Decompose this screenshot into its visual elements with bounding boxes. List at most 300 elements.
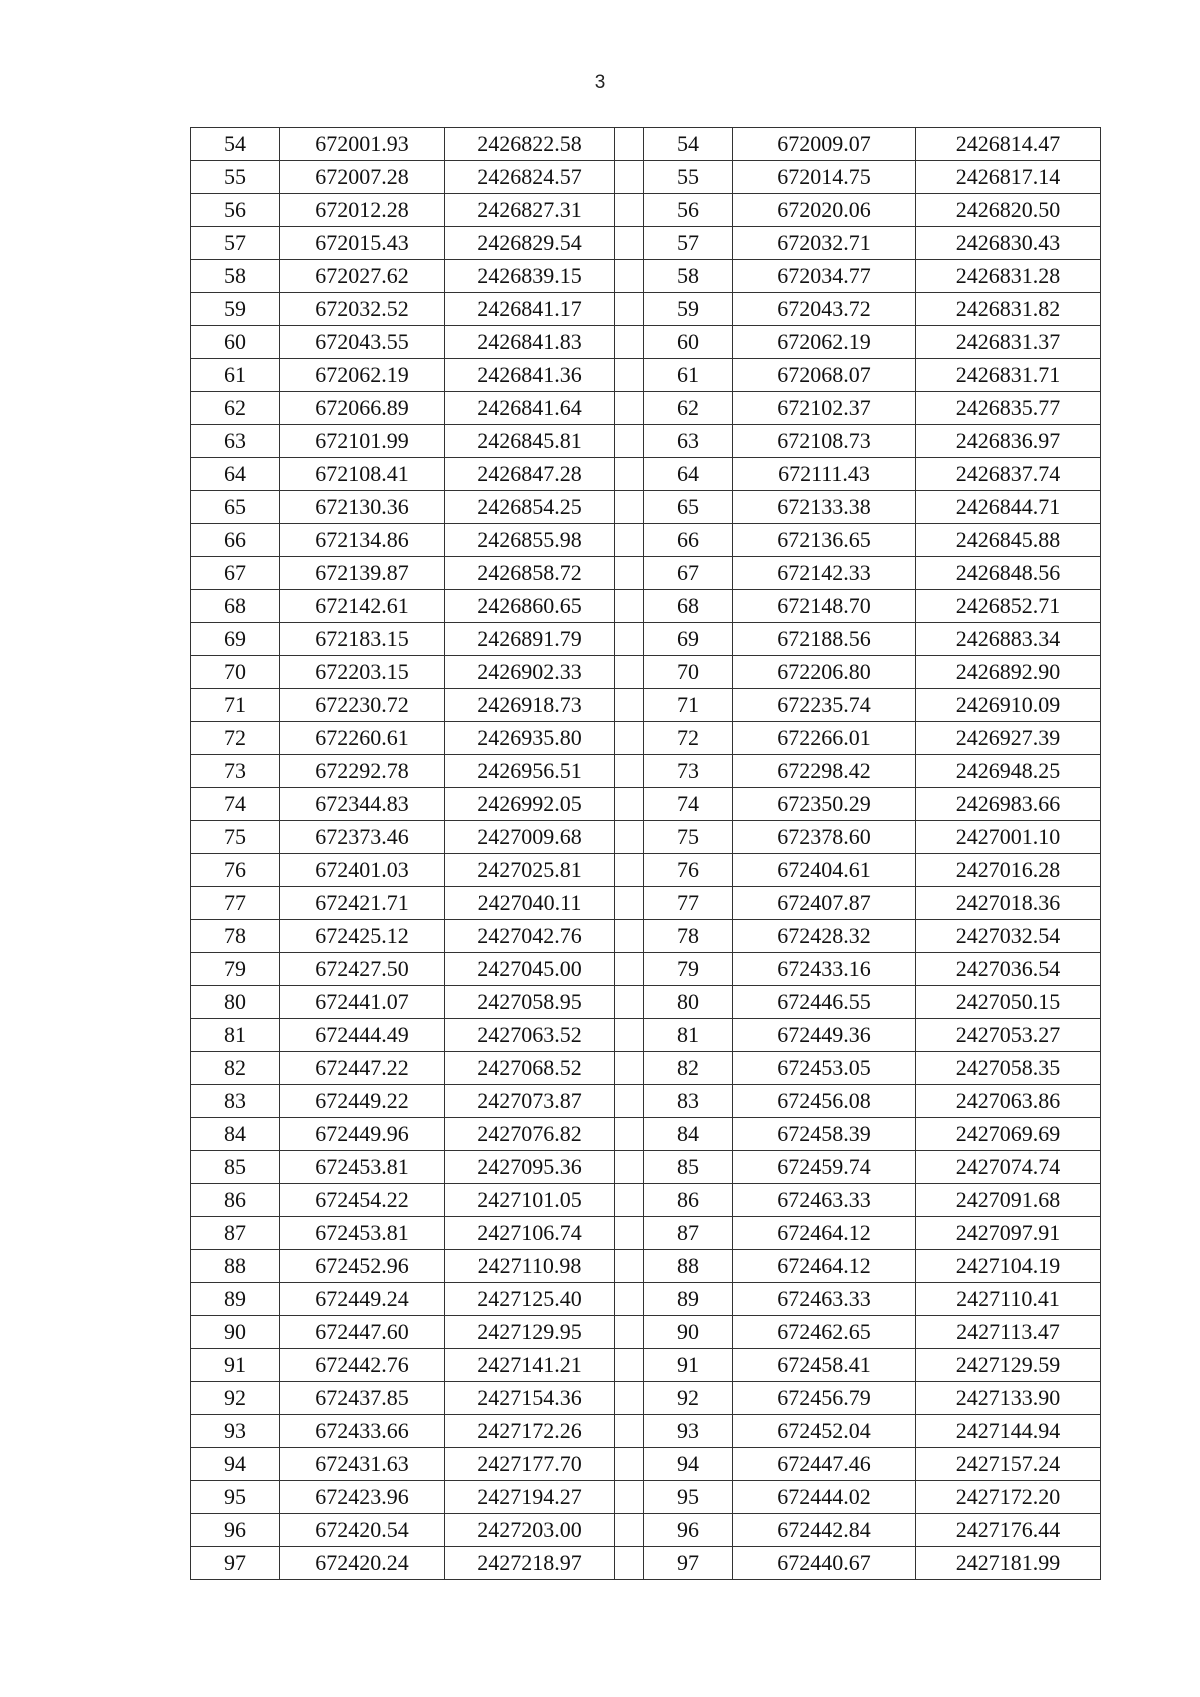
table-row	[191, 458, 1101, 491]
separator-cell	[615, 1448, 644, 1481]
left-y-coordinate-cell: 2427068.52	[445, 1052, 615, 1085]
table-row	[191, 359, 1101, 392]
right-point-number-cell: 75	[644, 821, 733, 854]
right-point-number-cell: 54	[644, 128, 733, 161]
left-x-coordinate-cell: 672134.86	[280, 524, 445, 557]
left-x-coordinate-cell: 672344.83	[280, 788, 445, 821]
left-y-coordinate-cell: 2427194.27	[445, 1481, 615, 1514]
left-x-coordinate-cell: 672108.41	[280, 458, 445, 491]
left-point-number-cell: 56	[191, 194, 280, 227]
table-row	[191, 1481, 1101, 1514]
left-y-coordinate-cell: 2426841.64	[445, 392, 615, 425]
right-y-coordinate-cell: 2426831.28	[916, 260, 1101, 293]
right-y-coordinate-cell: 2427157.24	[916, 1448, 1101, 1481]
left-y-coordinate-cell: 2426824.57	[445, 161, 615, 194]
left-x-coordinate-cell: 672447.60	[280, 1316, 445, 1349]
right-point-number-cell: 90	[644, 1316, 733, 1349]
left-point-number-cell: 63	[191, 425, 280, 458]
table-row	[191, 293, 1101, 326]
left-point-number-cell: 54	[191, 128, 280, 161]
right-x-coordinate-cell: 672014.75	[733, 161, 916, 194]
right-y-coordinate-cell: 2426910.09	[916, 689, 1101, 722]
left-y-coordinate-cell: 2426829.54	[445, 227, 615, 260]
table-row	[191, 1184, 1101, 1217]
separator-cell	[615, 722, 644, 755]
left-y-coordinate-cell: 2427063.52	[445, 1019, 615, 1052]
left-y-coordinate-cell: 2427218.97	[445, 1547, 615, 1580]
right-point-number-cell: 61	[644, 359, 733, 392]
left-x-coordinate-cell: 672142.61	[280, 590, 445, 623]
right-x-coordinate-cell: 672464.12	[733, 1217, 916, 1250]
left-y-coordinate-cell: 2427101.05	[445, 1184, 615, 1217]
right-point-number-cell: 86	[644, 1184, 733, 1217]
separator-cell	[615, 1085, 644, 1118]
separator-cell	[615, 359, 644, 392]
table-row	[191, 788, 1101, 821]
right-y-coordinate-cell: 2426830.43	[916, 227, 1101, 260]
left-x-coordinate-cell: 672183.15	[280, 623, 445, 656]
table-row	[191, 128, 1101, 161]
left-x-coordinate-cell: 672230.72	[280, 689, 445, 722]
right-x-coordinate-cell: 672350.29	[733, 788, 916, 821]
separator-cell	[615, 1349, 644, 1382]
separator-cell	[615, 491, 644, 524]
table-row	[191, 854, 1101, 887]
left-x-coordinate-cell: 672027.62	[280, 260, 445, 293]
right-point-number-cell: 79	[644, 953, 733, 986]
right-x-coordinate-cell: 672442.84	[733, 1514, 916, 1547]
right-y-coordinate-cell: 2427113.47	[916, 1316, 1101, 1349]
right-y-coordinate-cell: 2427176.44	[916, 1514, 1101, 1547]
right-y-coordinate-cell: 2426948.25	[916, 755, 1101, 788]
right-y-coordinate-cell: 2427050.15	[916, 986, 1101, 1019]
separator-cell	[615, 227, 644, 260]
right-point-number-cell: 63	[644, 425, 733, 458]
left-point-number-cell: 65	[191, 491, 280, 524]
left-x-coordinate-cell: 672447.22	[280, 1052, 445, 1085]
left-point-number-cell: 82	[191, 1052, 280, 1085]
table-row	[191, 1052, 1101, 1085]
left-y-coordinate-cell: 2426956.51	[445, 755, 615, 788]
right-x-coordinate-cell: 672404.61	[733, 854, 916, 887]
right-x-coordinate-cell: 672456.08	[733, 1085, 916, 1118]
right-y-coordinate-cell: 2426817.14	[916, 161, 1101, 194]
left-x-coordinate-cell: 672449.96	[280, 1118, 445, 1151]
right-y-coordinate-cell: 2427032.54	[916, 920, 1101, 953]
left-point-number-cell: 66	[191, 524, 280, 557]
separator-cell	[615, 1217, 644, 1250]
left-y-coordinate-cell: 2426841.17	[445, 293, 615, 326]
right-y-coordinate-cell: 2426848.56	[916, 557, 1101, 590]
right-y-coordinate-cell: 2426814.47	[916, 128, 1101, 161]
table-row	[191, 425, 1101, 458]
separator-cell	[615, 656, 644, 689]
right-x-coordinate-cell: 672433.16	[733, 953, 916, 986]
table-row	[191, 1547, 1101, 1580]
left-y-coordinate-cell: 2427203.00	[445, 1514, 615, 1547]
right-y-coordinate-cell: 2427133.90	[916, 1382, 1101, 1415]
right-point-number-cell: 80	[644, 986, 733, 1019]
left-point-number-cell: 59	[191, 293, 280, 326]
separator-cell	[615, 161, 644, 194]
separator-cell	[615, 689, 644, 722]
left-y-coordinate-cell: 2426855.98	[445, 524, 615, 557]
left-y-coordinate-cell: 2427095.36	[445, 1151, 615, 1184]
right-y-coordinate-cell: 2427058.35	[916, 1052, 1101, 1085]
coordinate-table	[190, 127, 1101, 1580]
left-x-coordinate-cell: 672444.49	[280, 1019, 445, 1052]
right-x-coordinate-cell: 672446.55	[733, 986, 916, 1019]
right-y-coordinate-cell: 2426983.66	[916, 788, 1101, 821]
right-x-coordinate-cell: 672108.73	[733, 425, 916, 458]
right-point-number-cell: 85	[644, 1151, 733, 1184]
right-point-number-cell: 62	[644, 392, 733, 425]
separator-cell	[615, 524, 644, 557]
separator-cell	[615, 260, 644, 293]
right-x-coordinate-cell: 672444.02	[733, 1481, 916, 1514]
left-x-coordinate-cell: 672401.03	[280, 854, 445, 887]
left-y-coordinate-cell: 2426858.72	[445, 557, 615, 590]
right-x-coordinate-cell: 672440.67	[733, 1547, 916, 1580]
left-y-coordinate-cell: 2427042.76	[445, 920, 615, 953]
right-point-number-cell: 97	[644, 1547, 733, 1580]
right-x-coordinate-cell: 672458.41	[733, 1349, 916, 1382]
table-row	[191, 953, 1101, 986]
right-point-number-cell: 91	[644, 1349, 733, 1382]
right-point-number-cell: 94	[644, 1448, 733, 1481]
right-x-coordinate-cell: 672206.80	[733, 656, 916, 689]
separator-cell	[615, 1019, 644, 1052]
left-point-number-cell: 94	[191, 1448, 280, 1481]
left-x-coordinate-cell: 672066.89	[280, 392, 445, 425]
left-x-coordinate-cell: 672062.19	[280, 359, 445, 392]
left-x-coordinate-cell: 672043.55	[280, 326, 445, 359]
right-point-number-cell: 57	[644, 227, 733, 260]
left-y-coordinate-cell: 2427106.74	[445, 1217, 615, 1250]
separator-cell	[615, 1118, 644, 1151]
left-point-number-cell: 72	[191, 722, 280, 755]
left-x-coordinate-cell: 672423.96	[280, 1481, 445, 1514]
right-x-coordinate-cell: 672068.07	[733, 359, 916, 392]
right-y-coordinate-cell: 2426927.39	[916, 722, 1101, 755]
left-x-coordinate-cell: 672427.50	[280, 953, 445, 986]
right-point-number-cell: 71	[644, 689, 733, 722]
right-point-number-cell: 92	[644, 1382, 733, 1415]
separator-cell	[615, 128, 644, 161]
right-x-coordinate-cell: 672463.33	[733, 1283, 916, 1316]
separator-cell	[615, 590, 644, 623]
left-y-coordinate-cell: 2426860.65	[445, 590, 615, 623]
left-y-coordinate-cell: 2426918.73	[445, 689, 615, 722]
table-row	[191, 260, 1101, 293]
left-point-number-cell: 95	[191, 1481, 280, 1514]
right-x-coordinate-cell: 672020.06	[733, 194, 916, 227]
separator-cell	[615, 1283, 644, 1316]
separator-cell	[615, 392, 644, 425]
separator-cell	[615, 986, 644, 1019]
right-point-number-cell: 74	[644, 788, 733, 821]
left-y-coordinate-cell: 2427045.00	[445, 953, 615, 986]
left-point-number-cell: 68	[191, 590, 280, 623]
right-y-coordinate-cell: 2426831.71	[916, 359, 1101, 392]
coordinate-table-body	[191, 128, 1101, 1580]
right-x-coordinate-cell: 672062.19	[733, 326, 916, 359]
right-x-coordinate-cell: 672034.77	[733, 260, 916, 293]
left-point-number-cell: 89	[191, 1283, 280, 1316]
right-y-coordinate-cell: 2426883.34	[916, 623, 1101, 656]
right-y-coordinate-cell: 2427063.86	[916, 1085, 1101, 1118]
left-x-coordinate-cell: 672260.61	[280, 722, 445, 755]
right-y-coordinate-cell: 2426820.50	[916, 194, 1101, 227]
left-x-coordinate-cell: 672441.07	[280, 986, 445, 1019]
left-point-number-cell: 86	[191, 1184, 280, 1217]
table-row	[191, 1382, 1101, 1415]
right-y-coordinate-cell: 2427129.59	[916, 1349, 1101, 1382]
table-row	[191, 821, 1101, 854]
table-row	[191, 326, 1101, 359]
separator-cell	[615, 920, 644, 953]
left-x-coordinate-cell: 672449.22	[280, 1085, 445, 1118]
table-row	[191, 557, 1101, 590]
left-point-number-cell: 55	[191, 161, 280, 194]
separator-cell	[615, 1481, 644, 1514]
left-y-coordinate-cell: 2426992.05	[445, 788, 615, 821]
separator-cell	[615, 1547, 644, 1580]
left-y-coordinate-cell: 2427025.81	[445, 854, 615, 887]
left-x-coordinate-cell: 672453.81	[280, 1217, 445, 1250]
left-point-number-cell: 73	[191, 755, 280, 788]
right-x-coordinate-cell: 672453.05	[733, 1052, 916, 1085]
left-x-coordinate-cell: 672203.15	[280, 656, 445, 689]
left-y-coordinate-cell: 2426902.33	[445, 656, 615, 689]
left-point-number-cell: 71	[191, 689, 280, 722]
left-x-coordinate-cell: 672292.78	[280, 755, 445, 788]
left-x-coordinate-cell: 672012.28	[280, 194, 445, 227]
right-point-number-cell: 81	[644, 1019, 733, 1052]
table-row	[191, 524, 1101, 557]
right-point-number-cell: 64	[644, 458, 733, 491]
table-row	[191, 1514, 1101, 1547]
left-y-coordinate-cell: 2426822.58	[445, 128, 615, 161]
table-row	[191, 590, 1101, 623]
left-x-coordinate-cell: 672425.12	[280, 920, 445, 953]
left-y-coordinate-cell: 2427154.36	[445, 1382, 615, 1415]
left-point-number-cell: 85	[191, 1151, 280, 1184]
right-x-coordinate-cell: 672378.60	[733, 821, 916, 854]
right-x-coordinate-cell: 672452.04	[733, 1415, 916, 1448]
table-row	[191, 689, 1101, 722]
separator-cell	[615, 623, 644, 656]
left-point-number-cell: 80	[191, 986, 280, 1019]
left-point-number-cell: 61	[191, 359, 280, 392]
left-point-number-cell: 97	[191, 1547, 280, 1580]
right-y-coordinate-cell: 2427074.74	[916, 1151, 1101, 1184]
right-x-coordinate-cell: 672009.07	[733, 128, 916, 161]
right-x-coordinate-cell: 672428.32	[733, 920, 916, 953]
left-y-coordinate-cell: 2426841.83	[445, 326, 615, 359]
left-x-coordinate-cell: 672373.46	[280, 821, 445, 854]
separator-cell	[615, 953, 644, 986]
right-x-coordinate-cell: 672136.65	[733, 524, 916, 557]
left-y-coordinate-cell: 2426841.36	[445, 359, 615, 392]
left-point-number-cell: 58	[191, 260, 280, 293]
right-point-number-cell: 58	[644, 260, 733, 293]
right-x-coordinate-cell: 672447.46	[733, 1448, 916, 1481]
table-row	[191, 887, 1101, 920]
right-point-number-cell: 93	[644, 1415, 733, 1448]
right-y-coordinate-cell: 2426835.77	[916, 392, 1101, 425]
right-x-coordinate-cell: 672148.70	[733, 590, 916, 623]
right-y-coordinate-cell: 2426831.37	[916, 326, 1101, 359]
left-point-number-cell: 76	[191, 854, 280, 887]
left-point-number-cell: 92	[191, 1382, 280, 1415]
left-point-number-cell: 91	[191, 1349, 280, 1382]
left-x-coordinate-cell: 672420.24	[280, 1547, 445, 1580]
left-y-coordinate-cell: 2426847.28	[445, 458, 615, 491]
separator-cell	[615, 788, 644, 821]
right-point-number-cell: 88	[644, 1250, 733, 1283]
separator-cell	[615, 1316, 644, 1349]
right-y-coordinate-cell: 2427181.99	[916, 1547, 1101, 1580]
left-point-number-cell: 64	[191, 458, 280, 491]
separator-cell	[615, 821, 644, 854]
right-y-coordinate-cell: 2426837.74	[916, 458, 1101, 491]
right-y-coordinate-cell: 2427016.28	[916, 854, 1101, 887]
right-x-coordinate-cell: 672456.79	[733, 1382, 916, 1415]
separator-cell	[615, 755, 644, 788]
left-point-number-cell: 88	[191, 1250, 280, 1283]
left-x-coordinate-cell: 672139.87	[280, 557, 445, 590]
separator-cell	[615, 194, 644, 227]
right-point-number-cell: 78	[644, 920, 733, 953]
right-point-number-cell: 55	[644, 161, 733, 194]
left-y-coordinate-cell: 2427125.40	[445, 1283, 615, 1316]
left-x-coordinate-cell: 672130.36	[280, 491, 445, 524]
separator-cell	[615, 293, 644, 326]
page-number: 3	[594, 72, 606, 93]
left-y-coordinate-cell: 2427177.70	[445, 1448, 615, 1481]
left-y-coordinate-cell: 2426839.15	[445, 260, 615, 293]
left-point-number-cell: 87	[191, 1217, 280, 1250]
table-row	[191, 755, 1101, 788]
table-row	[191, 227, 1101, 260]
right-x-coordinate-cell: 672464.12	[733, 1250, 916, 1283]
left-x-coordinate-cell: 672449.24	[280, 1283, 445, 1316]
separator-cell	[615, 1415, 644, 1448]
left-point-number-cell: 93	[191, 1415, 280, 1448]
right-point-number-cell: 87	[644, 1217, 733, 1250]
right-point-number-cell: 69	[644, 623, 733, 656]
separator-cell	[615, 1052, 644, 1085]
table-row	[191, 1448, 1101, 1481]
left-point-number-cell: 62	[191, 392, 280, 425]
right-x-coordinate-cell: 672449.36	[733, 1019, 916, 1052]
right-x-coordinate-cell: 672142.33	[733, 557, 916, 590]
right-y-coordinate-cell: 2427172.20	[916, 1481, 1101, 1514]
left-x-coordinate-cell: 672454.22	[280, 1184, 445, 1217]
right-x-coordinate-cell: 672133.38	[733, 491, 916, 524]
right-x-coordinate-cell: 672298.42	[733, 755, 916, 788]
left-x-coordinate-cell: 672420.54	[280, 1514, 445, 1547]
left-point-number-cell: 75	[191, 821, 280, 854]
right-y-coordinate-cell: 2427069.69	[916, 1118, 1101, 1151]
left-y-coordinate-cell: 2427076.82	[445, 1118, 615, 1151]
right-x-coordinate-cell: 672235.74	[733, 689, 916, 722]
right-point-number-cell: 60	[644, 326, 733, 359]
right-point-number-cell: 66	[644, 524, 733, 557]
left-x-coordinate-cell: 672437.85	[280, 1382, 445, 1415]
table-row	[191, 1151, 1101, 1184]
separator-cell	[615, 1382, 644, 1415]
left-x-coordinate-cell: 672032.52	[280, 293, 445, 326]
table-row	[191, 722, 1101, 755]
right-y-coordinate-cell: 2427110.41	[916, 1283, 1101, 1316]
separator-cell	[615, 1151, 644, 1184]
right-x-coordinate-cell: 672462.65	[733, 1316, 916, 1349]
right-y-coordinate-cell: 2427018.36	[916, 887, 1101, 920]
left-y-coordinate-cell: 2426854.25	[445, 491, 615, 524]
separator-cell	[615, 326, 644, 359]
left-x-coordinate-cell: 672433.66	[280, 1415, 445, 1448]
left-x-coordinate-cell: 672007.28	[280, 161, 445, 194]
left-point-number-cell: 67	[191, 557, 280, 590]
left-x-coordinate-cell: 672452.96	[280, 1250, 445, 1283]
right-point-number-cell: 72	[644, 722, 733, 755]
right-y-coordinate-cell: 2426844.71	[916, 491, 1101, 524]
left-x-coordinate-cell: 672442.76	[280, 1349, 445, 1382]
table-row	[191, 1019, 1101, 1052]
left-y-coordinate-cell: 2427040.11	[445, 887, 615, 920]
left-y-coordinate-cell: 2427110.98	[445, 1250, 615, 1283]
left-x-coordinate-cell: 672001.93	[280, 128, 445, 161]
right-x-coordinate-cell: 672407.87	[733, 887, 916, 920]
left-x-coordinate-cell: 672015.43	[280, 227, 445, 260]
left-point-number-cell: 57	[191, 227, 280, 260]
right-x-coordinate-cell: 672459.74	[733, 1151, 916, 1184]
right-point-number-cell: 95	[644, 1481, 733, 1514]
left-y-coordinate-cell: 2427129.95	[445, 1316, 615, 1349]
table-row	[191, 623, 1101, 656]
left-point-number-cell: 81	[191, 1019, 280, 1052]
right-x-coordinate-cell: 672188.56	[733, 623, 916, 656]
left-point-number-cell: 79	[191, 953, 280, 986]
table-row	[191, 1283, 1101, 1316]
left-y-coordinate-cell: 2426827.31	[445, 194, 615, 227]
right-x-coordinate-cell: 672463.33	[733, 1184, 916, 1217]
right-y-coordinate-cell: 2426892.90	[916, 656, 1101, 689]
separator-cell	[615, 557, 644, 590]
separator-cell	[615, 425, 644, 458]
left-point-number-cell: 83	[191, 1085, 280, 1118]
left-y-coordinate-cell: 2427172.26	[445, 1415, 615, 1448]
right-y-coordinate-cell: 2426836.97	[916, 425, 1101, 458]
table-row	[191, 1085, 1101, 1118]
right-y-coordinate-cell: 2427053.27	[916, 1019, 1101, 1052]
right-point-number-cell: 96	[644, 1514, 733, 1547]
right-x-coordinate-cell: 672111.43	[733, 458, 916, 491]
left-y-coordinate-cell: 2427073.87	[445, 1085, 615, 1118]
left-point-number-cell: 96	[191, 1514, 280, 1547]
right-x-coordinate-cell: 672266.01	[733, 722, 916, 755]
left-point-number-cell: 70	[191, 656, 280, 689]
left-x-coordinate-cell: 672101.99	[280, 425, 445, 458]
left-x-coordinate-cell: 672421.71	[280, 887, 445, 920]
separator-cell	[615, 458, 644, 491]
right-point-number-cell: 65	[644, 491, 733, 524]
left-x-coordinate-cell: 672431.63	[280, 1448, 445, 1481]
separator-cell	[615, 1184, 644, 1217]
right-point-number-cell: 84	[644, 1118, 733, 1151]
